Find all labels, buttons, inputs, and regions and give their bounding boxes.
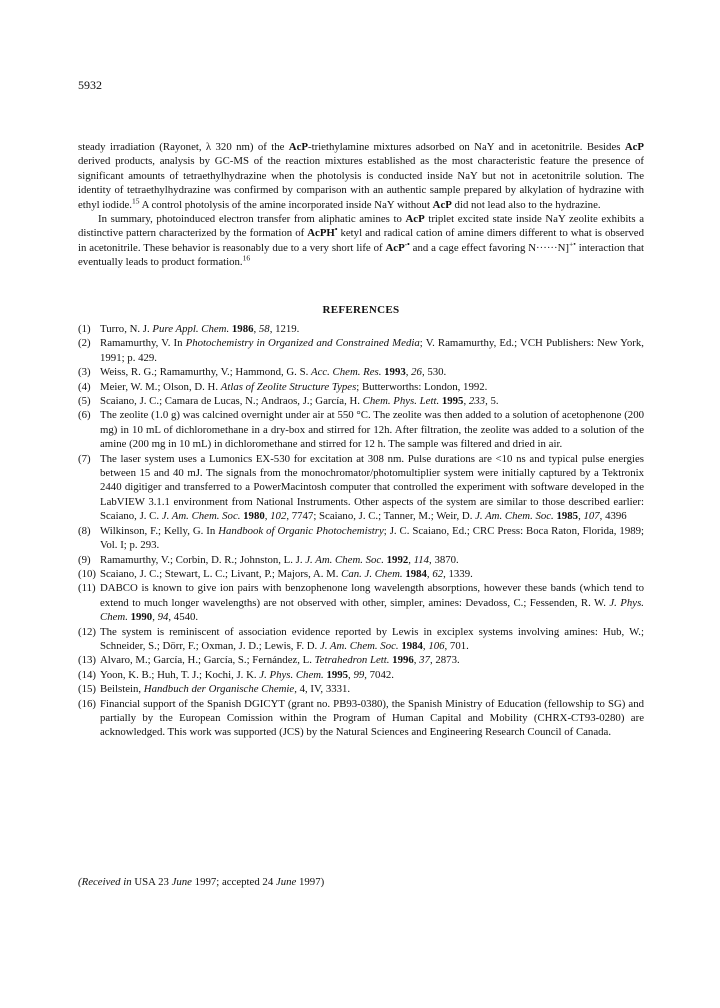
citation-superscript: 15 bbox=[131, 196, 140, 206]
pages: , 7042. bbox=[364, 668, 394, 681]
authors: Weiss, R. G.; Ramamurthy, V.; Hammond, G. S. bbox=[100, 366, 311, 379]
reference-3 bbox=[78, 365, 644, 379]
year: 1990 bbox=[130, 611, 153, 624]
reference-number: (6) bbox=[78, 409, 91, 422]
journal: Chem. Phys. Lett. bbox=[362, 395, 440, 408]
reference-text: The zeolite (1.0 g) was calcined overnight under air at 550 °C. The zeolite was then added to a solution of acetophenone (200 mg) in 10 mL of dichloromethane in a dry-box and stirred for 12h. After filtration, the zeolite was added to a solution of the amine (200 mg in 10 mL) in dichloromethane and stirred for 12 h. The sample was filtered and dried in air. bbox=[100, 409, 644, 451]
reference-number: (3) bbox=[78, 366, 91, 379]
reference-6 bbox=[78, 408, 644, 451]
body-text bbox=[78, 140, 644, 270]
authors: Wilkinson, F.; Kelly, G. In bbox=[100, 524, 219, 537]
reference-13 bbox=[78, 653, 644, 667]
text-run: (Received in bbox=[78, 876, 135, 888]
pages: , 4540. bbox=[168, 611, 199, 624]
reference-number: (16) bbox=[78, 697, 96, 710]
journal: J. Am. Chem. Soc. bbox=[475, 510, 554, 523]
reference-12 bbox=[78, 625, 644, 654]
authors: Alvaro, M.; García, H.; García, S.; Fernández, L. bbox=[100, 654, 315, 667]
reference-text bbox=[100, 365, 644, 379]
journal: Can. J. Chem. bbox=[341, 567, 403, 580]
received-note bbox=[78, 876, 324, 888]
reference-text bbox=[100, 567, 644, 581]
reference-2 bbox=[78, 336, 644, 365]
year: 1984 bbox=[405, 567, 427, 580]
compound-acph bbox=[307, 224, 338, 240]
reference-list bbox=[78, 322, 644, 740]
text-run: , bbox=[408, 553, 414, 566]
compound-acp-label: AcP bbox=[385, 241, 405, 254]
journal: J. Am. Chem. Soc. bbox=[161, 510, 241, 523]
year: 1996 bbox=[392, 654, 414, 667]
text-run: triplet excited state inside NaY zeolite exhibits a distinctive pattern characterized by the formation of bbox=[78, 213, 644, 240]
reference-4 bbox=[78, 380, 644, 394]
radical-anion-superscript: -• bbox=[404, 239, 410, 249]
volume: 26 bbox=[411, 366, 422, 379]
text-run: , bbox=[578, 510, 584, 523]
authors: Meier, W. M.; Olson, D. H. bbox=[100, 380, 221, 393]
year: 1995 bbox=[326, 668, 349, 681]
reference-15 bbox=[78, 682, 644, 696]
year: 1995 bbox=[441, 395, 464, 408]
reference-text: Financial support of the Spanish DGICYT (grant no. PB93-0380), the Spanish Ministry of Education (fellowship to SG) and partially by the European Comission within the Program of Human Capital and Mobility (CHRX-CT93-0280) are acknowledged. This work was supported (JCS) by the Natural Sciences and Engineering Research Council of Canada. bbox=[100, 697, 644, 739]
authors: Turro, N. J. bbox=[100, 323, 153, 335]
year: 1984 bbox=[401, 639, 423, 652]
reference-number: (10) bbox=[78, 567, 96, 580]
reference-number: (8) bbox=[78, 524, 91, 537]
reference-number: (9) bbox=[78, 553, 91, 566]
reference-text bbox=[100, 524, 644, 553]
text-run: In summary, photoinduced electron transfer from aliphatic amines to bbox=[98, 213, 406, 226]
pages: , 3870. bbox=[429, 553, 459, 566]
radical-cation-superscript: +• bbox=[569, 239, 576, 249]
reference-10 bbox=[78, 567, 644, 581]
reference-number: (14) bbox=[78, 668, 96, 681]
volume: 94 bbox=[157, 611, 169, 624]
pages: , 5. bbox=[485, 395, 499, 408]
text-run: 1997) bbox=[296, 876, 325, 888]
references-heading: REFERENCES bbox=[322, 304, 400, 316]
reference-text bbox=[100, 625, 644, 654]
reference-1 bbox=[78, 322, 644, 336]
text-run: 23 bbox=[155, 876, 172, 888]
text-run: , bbox=[463, 395, 469, 408]
reference-14 bbox=[78, 668, 644, 682]
text-run: , bbox=[405, 366, 412, 379]
text-run: 1997; accepted 24 bbox=[191, 876, 276, 888]
text-run: interaction that eventually leads to product formation. bbox=[78, 241, 644, 269]
reference-text bbox=[100, 653, 644, 667]
year: 1993 bbox=[384, 366, 406, 379]
reference-text bbox=[100, 553, 644, 567]
citation-superscript: 16 bbox=[242, 253, 251, 263]
reference-9 bbox=[78, 553, 644, 567]
publisher-info: ; Butterworths: London, 1992. bbox=[356, 380, 488, 393]
volume: 233 bbox=[468, 395, 486, 408]
authors: Ramamurthy, V. In bbox=[100, 337, 186, 350]
reference-text bbox=[100, 682, 644, 696]
reference-number: (15) bbox=[78, 683, 96, 696]
authors: Scaiano, J. C.; Stewart, L. C.; Livant, P.; Majors, A. M. bbox=[100, 567, 342, 580]
text-run: , bbox=[348, 668, 354, 681]
journal: Acc. Chem. Res. bbox=[310, 366, 382, 379]
reference-5 bbox=[78, 394, 644, 408]
authors: Yoon, K. B.; Huh, T. J.; Kochi, J. K. bbox=[100, 668, 260, 681]
volume: 58 bbox=[258, 323, 270, 335]
journal: J. Phys. Chem. bbox=[100, 596, 644, 624]
text-run: did not lead also to the hydrazine. bbox=[451, 198, 601, 211]
volume: 106 bbox=[428, 639, 445, 652]
pages: , 1219. bbox=[269, 323, 300, 335]
text-run: The system is reminiscent of association evidence reported by Lewis in exciplex systems involving amines: Hub, W.; Schneider, S.; Dörr, F.; Oxman, J. D.; Lewis, F. D. bbox=[100, 625, 644, 652]
month: June bbox=[171, 876, 192, 888]
text-run: , 7747; Scaiano, J. C.; Tanner, M.; Weir, D. bbox=[286, 510, 476, 523]
authors: Beilstein, bbox=[100, 683, 144, 696]
reference-text bbox=[100, 452, 644, 524]
compound-acph-label: AcPH bbox=[307, 227, 335, 240]
volume: 37 bbox=[419, 654, 430, 667]
page-number: 5932 bbox=[78, 78, 102, 92]
year: 1980 bbox=[243, 510, 265, 523]
reference-number: (13) bbox=[78, 654, 96, 667]
book-title: Handbook of Organic Photochemistry bbox=[218, 524, 384, 537]
reference-number: (11) bbox=[78, 582, 96, 595]
text-run: , bbox=[413, 654, 420, 667]
text-run: , bbox=[264, 510, 271, 523]
compound-acp: AcP bbox=[405, 213, 425, 226]
reference-number: (12) bbox=[78, 625, 96, 638]
reference-text bbox=[100, 322, 644, 336]
reference-number: (4) bbox=[78, 380, 91, 393]
authors: Scaiano, J. C.; Camara de Lucas, N.; Andraos, J.; García, H. bbox=[100, 395, 363, 408]
year: 1985 bbox=[556, 510, 579, 523]
reference-16 bbox=[78, 697, 644, 740]
volume: 62 bbox=[432, 567, 444, 580]
text-run: ketyl and radical cation of amine dimers different to what is observed in acetonitrile. These behavior is reasonably due to a very short life of bbox=[78, 227, 644, 254]
reference-7 bbox=[78, 452, 644, 524]
text-run: , bbox=[422, 639, 429, 652]
pages: , 530. bbox=[421, 366, 447, 379]
reference-text bbox=[100, 581, 644, 624]
journal: J. Am. Chem. Soc. bbox=[305, 553, 384, 566]
text-run: steady irradiation (Rayonet, λ 320 nm) of the bbox=[78, 141, 289, 153]
publisher-info: , 4, IV, 3331. bbox=[294, 683, 351, 696]
publisher-info: ; V. Ramamurthy, Ed.; VCH Publishers: New York, 1991; p. 429. bbox=[100, 337, 644, 364]
pages: , 1339. bbox=[443, 567, 473, 580]
compound-acp: AcP bbox=[288, 141, 308, 153]
pages: , 4396 bbox=[599, 510, 627, 523]
reference-number: (5) bbox=[78, 395, 91, 408]
journal: J. Am. Chem. Soc. bbox=[319, 639, 399, 652]
reference-11 bbox=[78, 581, 644, 624]
text-run: derived products, analysis by GC-MS of the reaction mixtures established as the most characteristic feature the presence of significant amounts of tetraethylhydrazine when the photolysis is conducted inside NaY but not in acetonitrile solution. The identity of tetraethylhydrazine was confirmed by comparison with an authentic sample prepared by alkylation of hydrazine with ethyl iodide. bbox=[78, 155, 644, 211]
volume: 107 bbox=[583, 510, 600, 523]
text-run: A control photolysis of the amine incorporated inside NaY without bbox=[139, 198, 433, 211]
journal: Tetrahedron Lett. bbox=[314, 654, 390, 667]
volume: 99 bbox=[353, 668, 365, 681]
year: 1986 bbox=[231, 323, 254, 335]
reference-number: (1) bbox=[78, 323, 91, 335]
reference-text bbox=[100, 336, 644, 365]
text-run: , bbox=[253, 323, 259, 335]
text-run: -triethylamine mixtures adsorbed on NaY and in acetonitrile. Besides bbox=[307, 141, 625, 153]
volume: 102 bbox=[270, 510, 287, 523]
pages: , 2873. bbox=[429, 654, 460, 667]
compound-acp: AcP bbox=[432, 198, 452, 211]
reference-number: (2) bbox=[78, 337, 91, 350]
country: USA bbox=[134, 876, 156, 888]
compound-acp: AcP bbox=[624, 141, 644, 153]
authors: Ramamurthy, V.; Corbin, D. R.; Johnston, L. J. bbox=[100, 553, 306, 566]
reference-text bbox=[100, 380, 644, 394]
radical-superscript: • bbox=[334, 224, 338, 234]
reference-8 bbox=[78, 524, 644, 553]
journal: Pure Appl. Chem. bbox=[152, 323, 230, 335]
text-run: , bbox=[152, 611, 158, 624]
book-title: Photochemistry in Organized and Constrained Media bbox=[185, 337, 420, 350]
text-run: , bbox=[426, 567, 433, 580]
compound-acp-radical-anion bbox=[385, 239, 410, 254]
reference-text bbox=[100, 394, 644, 408]
text-run: The laser system uses a Lumonics EX-530 for excitation at 308 nm. Pulse durations are <10 ns and typical pulse energies between 15 and 40 mJ. The signals from the monochromator/photomultiplier system were initially captured by a Tektronix 2440 digitiger and transferred to a PowerMacintosh computer that controlled the experiment with software developed in the LabVIEW 3.1.1 environment from National Instruments. Other aspects of the system are similar to those described earlier: Scaiano, J. C. bbox=[100, 452, 644, 523]
reference-number: (7) bbox=[78, 452, 91, 465]
book-title: Atlas of Zeolite Structure Types bbox=[220, 380, 357, 393]
paragraph-2 bbox=[78, 212, 644, 270]
volume: 114 bbox=[413, 553, 430, 566]
reference-text bbox=[100, 668, 644, 682]
book-title: Handbuch der Organische Chemie bbox=[143, 683, 295, 696]
text-run: DABCO is known to give ion pairs with benzophenone long wavelength absorptions, however these bands (which tend to extend to much longer wavelengths) are not observed with other, simpler, amines: Devadoss, C.; Fessenden, R. W. bbox=[100, 582, 644, 609]
journal: J. Phys. Chem. bbox=[259, 668, 324, 681]
year: 1992 bbox=[386, 553, 409, 566]
month: June bbox=[275, 876, 297, 888]
publisher-info: ; J. C. Scaiano, Ed.; CRC Press: Boca Raton, Florida, 1989; Vol. I; p. 293. bbox=[100, 524, 645, 552]
pages: , 701. bbox=[444, 639, 469, 652]
text-run: and a cage effect favoring N······N] bbox=[409, 241, 569, 254]
paragraph-1 bbox=[78, 140, 644, 212]
